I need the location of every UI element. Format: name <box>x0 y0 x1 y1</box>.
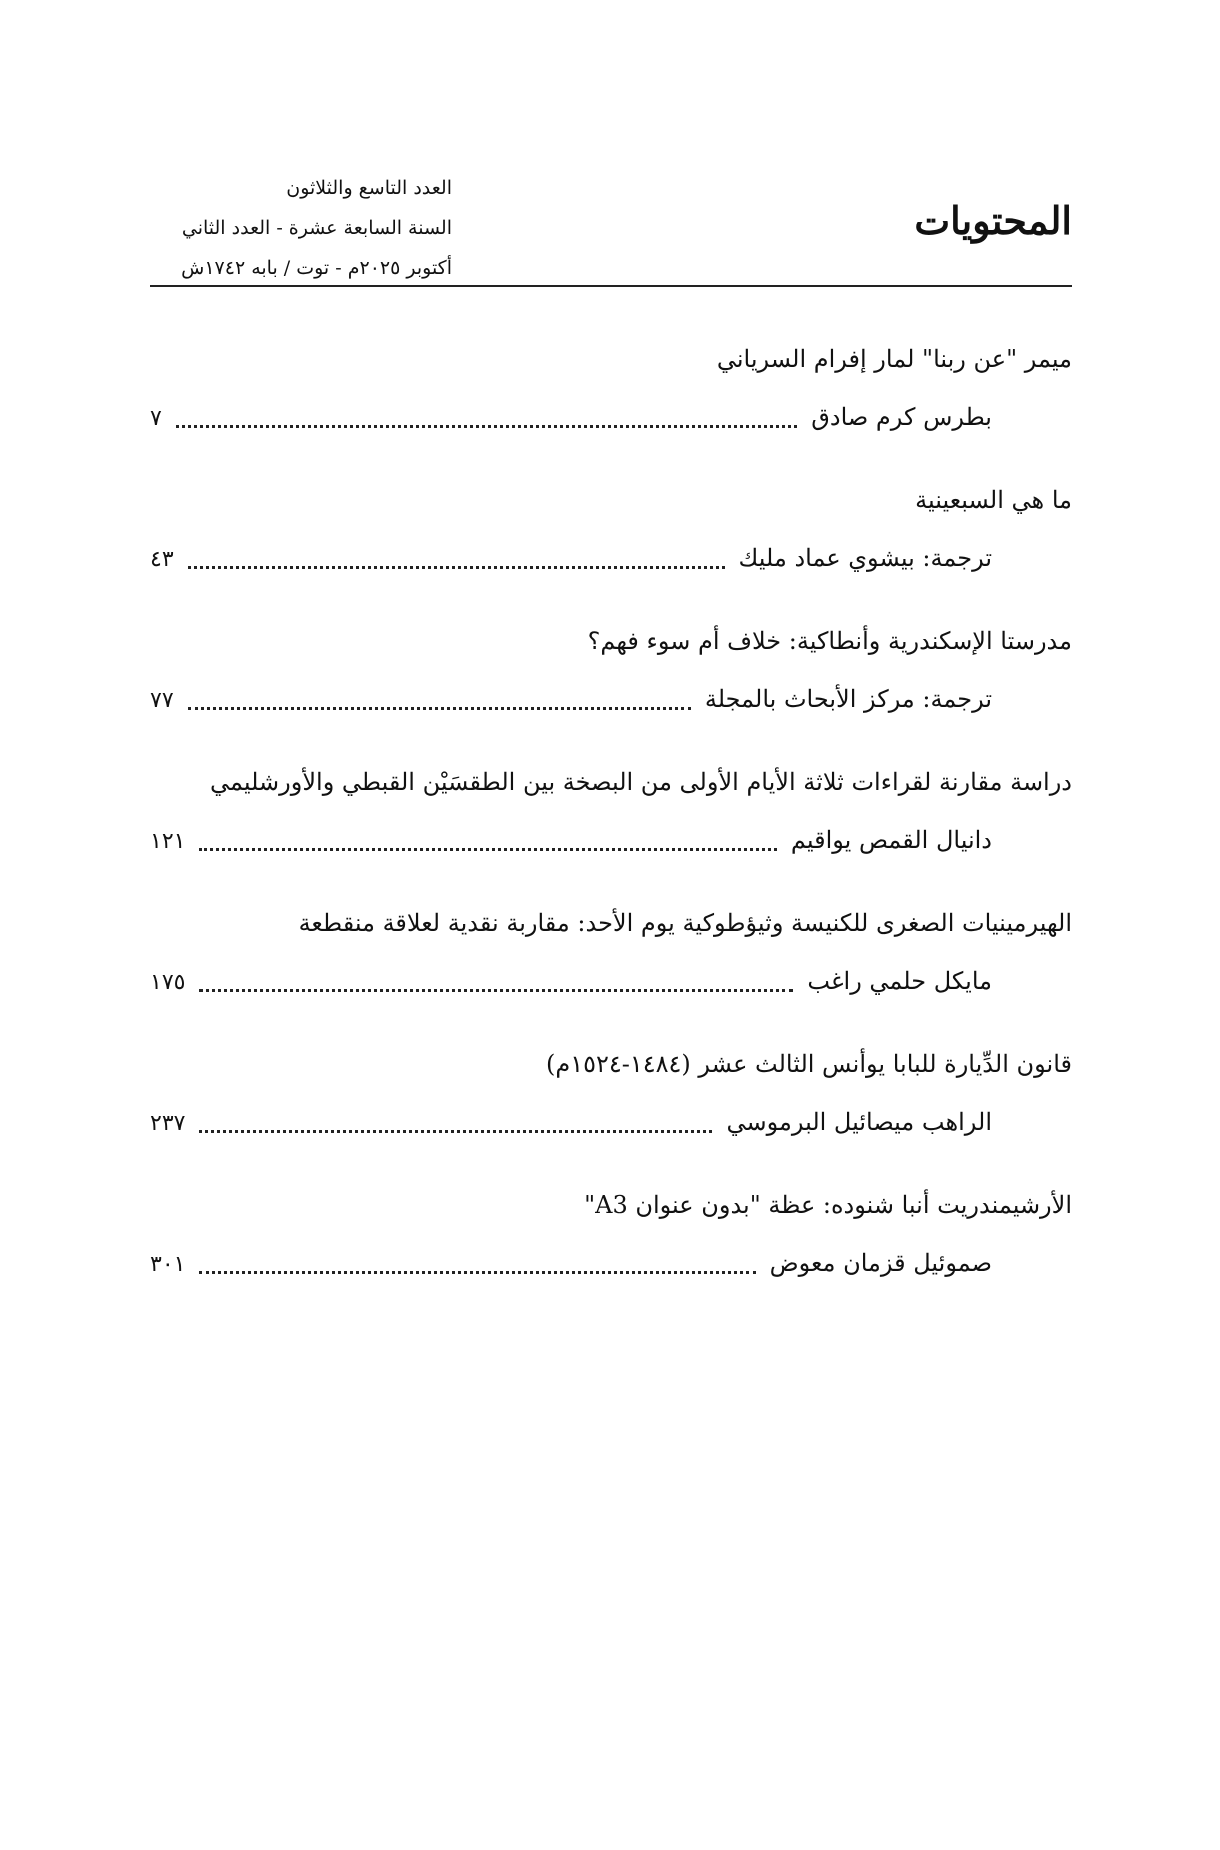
toc-entry[interactable] <box>150 1035 1072 1176</box>
entry-author: بطرس كرم صادق <box>811 403 992 431</box>
issue-number: العدد التاسع والثلاثون <box>286 177 452 199</box>
dot-leader <box>199 1130 712 1133</box>
entry-author-line <box>150 400 992 434</box>
page-title: المحتويات <box>914 198 1072 243</box>
toc-entry[interactable] <box>150 753 1072 894</box>
entry-title: مدرستا الإسكندرية وأنطاكية: خلاف أم سوء فهم؟ <box>587 627 1072 655</box>
dot-leader <box>176 425 797 428</box>
dot-leader <box>188 566 725 569</box>
toc-list <box>150 330 1072 1317</box>
entry-page-number: ٧ <box>150 406 162 431</box>
issue-date: أكتوبر ٢٠٢٥م - توت / بابه ١٧٤٢ش <box>181 257 452 279</box>
entry-page-number: ١٢١ <box>150 829 186 854</box>
entry-author-line <box>150 541 992 575</box>
entry-author-line <box>150 1246 992 1280</box>
entry-page-number: ١٧٥ <box>150 970 186 995</box>
entry-page-number: ٣٠١ <box>150 1252 186 1277</box>
issue-info <box>152 168 452 288</box>
entry-title: الأرشيمندريت أنبا شنوده: عظة "بدون عنوان A3" <box>584 1191 1072 1219</box>
entry-author-line <box>150 682 992 716</box>
entry-title: الهيرمينيات الصغرى للكنيسة وثيؤطوكية يوم الأحد: مقاربة نقدية لعلاقة منقطعة <box>298 909 1072 937</box>
dot-leader <box>199 1271 755 1274</box>
entry-title: قانون الدِّيارة للبابا يوأنس الثالث عشر (١٤٨٤-١٥٢٤م) <box>545 1050 1072 1078</box>
dot-leader <box>188 707 691 710</box>
entry-author: مايكل حلمي راغب <box>807 967 992 995</box>
entry-author: صموئيل قزمان معوض <box>769 1249 992 1277</box>
page-header <box>152 168 1072 288</box>
entry-title: ميمر "عن ربنا" لمار إفرام السرياني <box>716 345 1072 373</box>
entry-title: ما هي السبعينية <box>915 486 1072 514</box>
entry-author: دانيال القمص يواقيم <box>790 826 992 854</box>
year-issue: السنة السابعة عشرة - العدد الثاني <box>181 217 452 239</box>
entry-author: الراهب ميصائيل البرموسي <box>726 1108 992 1136</box>
entry-title: دراسة مقارنة لقراءات ثلاثة الأيام الأولى من البصخة بين الطقسَيْن القبطي والأورشليمي <box>209 768 1072 796</box>
toc-entry[interactable] <box>150 612 1072 753</box>
entry-page-number: ٤٣ <box>150 547 174 572</box>
entry-author: ترجمة: مركز الأبحاث بالمجلة <box>704 685 992 713</box>
toc-entry[interactable] <box>150 894 1072 1035</box>
dot-leader <box>199 989 793 992</box>
dot-leader <box>199 848 776 851</box>
entry-author: ترجمة: بيشوي عماد مليك <box>738 544 992 572</box>
toc-entry[interactable] <box>150 1176 1072 1317</box>
entry-author-line <box>150 1105 992 1139</box>
entry-author-line <box>150 964 992 998</box>
toc-entry[interactable] <box>150 330 1072 471</box>
entry-page-number: ٧٧ <box>150 688 174 713</box>
entry-page-number: ٢٣٧ <box>150 1111 186 1136</box>
entry-author-line <box>150 823 992 857</box>
header-divider <box>150 285 1072 287</box>
toc-entry[interactable] <box>150 471 1072 612</box>
